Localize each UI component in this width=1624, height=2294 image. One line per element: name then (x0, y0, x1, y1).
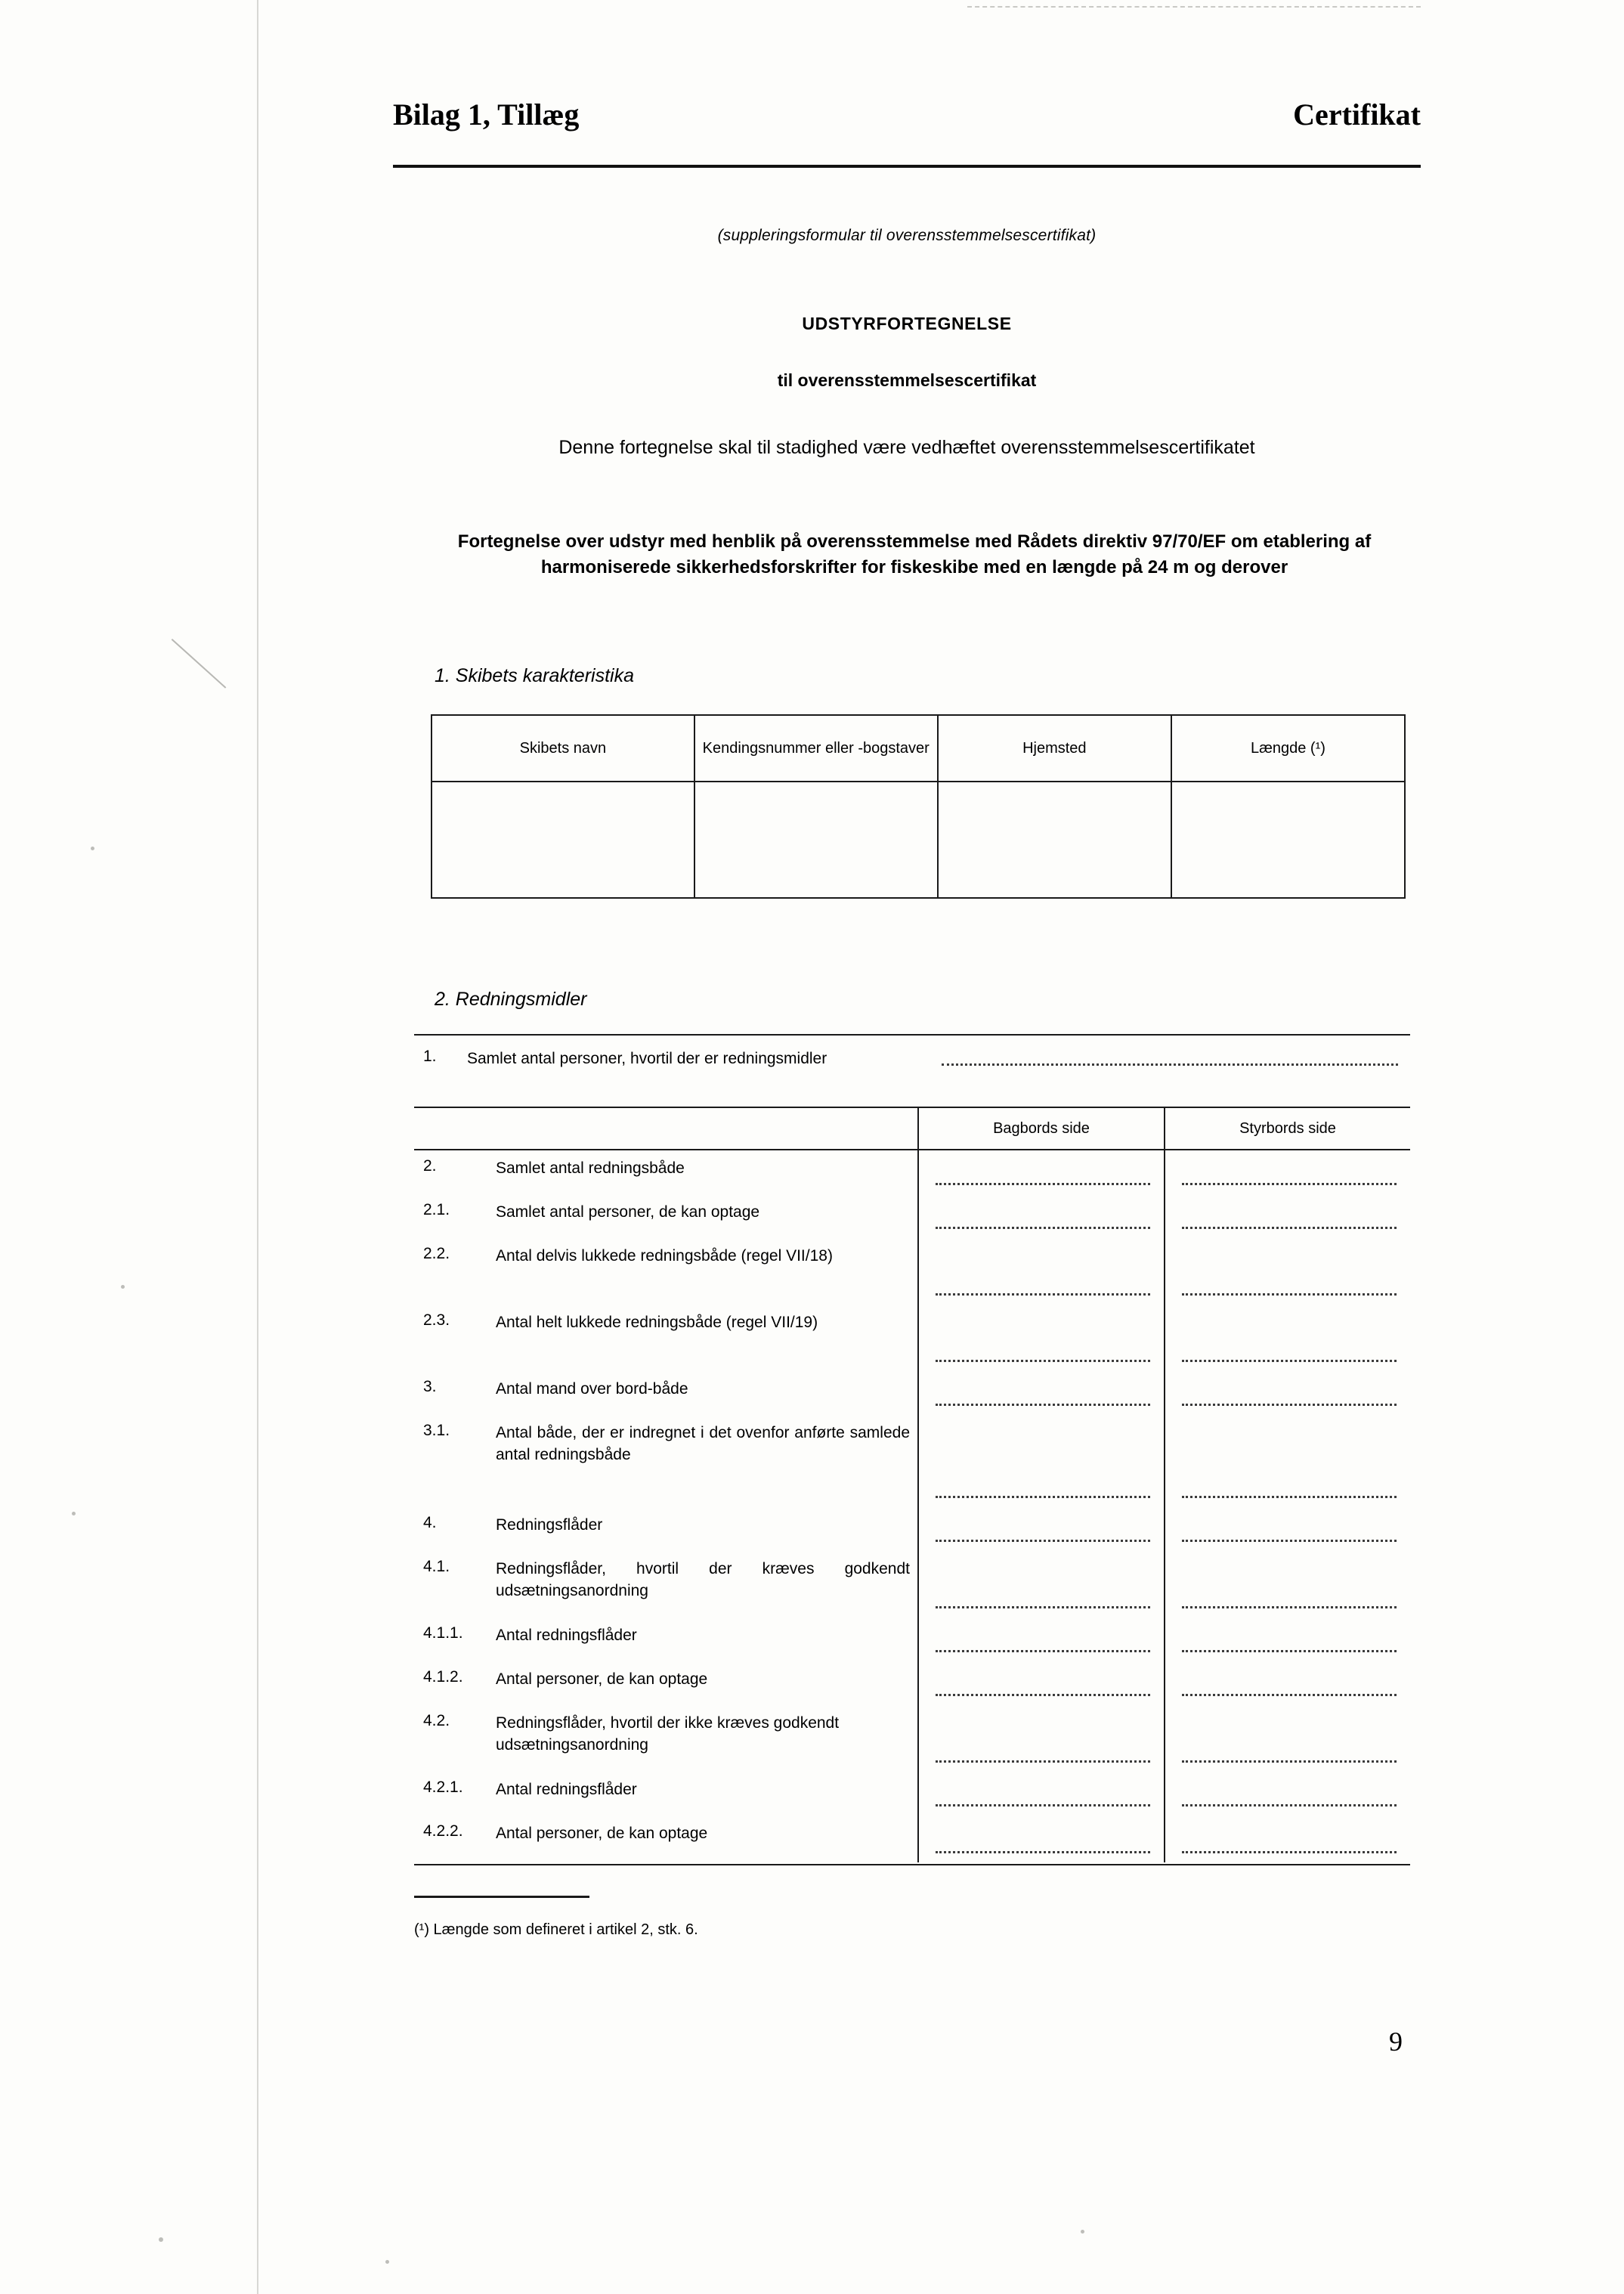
cell-skibets-navn[interactable] (432, 782, 694, 898)
table-header-row (432, 715, 1405, 782)
table-row (414, 1238, 1410, 1305)
row-label: Antal mand over bord-både (496, 1380, 688, 1398)
col-laengde: Længde (¹) (1171, 715, 1405, 782)
row-label: Samlet antal redningsbåde (496, 1159, 685, 1177)
value-styrbords[interactable] (1164, 1415, 1410, 1507)
section-2-title: 2. Redningsmidler (435, 989, 587, 1010)
row-label: Antal redningsflåder (496, 1627, 637, 1644)
row-number: 2. (423, 1157, 437, 1175)
row-number: 2.2. (423, 1245, 450, 1262)
table-row (414, 1305, 1410, 1371)
col-skibets-navn: Skibets navn (432, 715, 694, 782)
table-row (414, 1507, 1410, 1551)
value-bagbords[interactable] (917, 1238, 1164, 1305)
value-styrbords[interactable] (1164, 1305, 1410, 1371)
header-right-title: Certifikat (1293, 98, 1421, 132)
row-value-field[interactable] (942, 1048, 1410, 1069)
value-styrbords[interactable] (1164, 1772, 1410, 1816)
col-kendingsnummer: Kendingsnummer eller -bogstaver (694, 715, 938, 782)
cell-kendingsnummer[interactable] (694, 782, 938, 898)
value-bagbords[interactable] (917, 1618, 1164, 1661)
scan-speck (1081, 2230, 1084, 2234)
value-bagbords[interactable] (917, 1772, 1164, 1816)
row-number: 4.1.1. (423, 1624, 463, 1642)
row-label: Redningsflåder, hvortil der ikke kræves godkendt udsætningsanordning (496, 1714, 840, 1754)
scope-heading: Fortegnelse over udstyr med henblik på overensstemmelse med Rådets direktiv 97/70/EF om etablering af harmoniserede sikkerhedsforskrifter for fiskeskibe med en længde på 24 m og derover (457, 531, 1372, 578)
row-number: 3.1. (423, 1422, 450, 1439)
scan-speck (72, 1512, 76, 1515)
col-bagbords-side: Bagbords side (917, 1108, 1164, 1149)
row-label: Antal redningsflåder (496, 1781, 637, 1798)
value-styrbords[interactable] (1164, 1238, 1410, 1305)
value-styrbords[interactable] (1164, 1551, 1410, 1618)
row-number: 4. (423, 1514, 437, 1531)
value-bagbords[interactable] (917, 1371, 1164, 1415)
table-row (414, 1194, 1410, 1238)
row-label: Antal personer, de kan optage (496, 1825, 708, 1842)
scan-speck (385, 2260, 389, 2264)
value-styrbords[interactable] (1164, 1661, 1410, 1705)
row-label: Antal delvis lukkede redningsbåde (regel VII/18) (496, 1247, 833, 1265)
table-row (414, 1618, 1410, 1661)
document-title: UDSTYRFORTEGNELSE (802, 314, 1012, 333)
row-number: 4.2. (423, 1712, 450, 1729)
ship-characteristics-table (431, 714, 1406, 899)
header-divider (393, 165, 1421, 168)
value-bagbords[interactable] (917, 1194, 1164, 1238)
value-styrbords[interactable] (1164, 1371, 1410, 1415)
value-styrbords[interactable] (1164, 1618, 1410, 1661)
row-number: 4.1. (423, 1558, 450, 1575)
row-number: 4.2.2. (423, 1822, 463, 1840)
value-styrbords[interactable] (1164, 1507, 1410, 1551)
section-1-title: 1. Skibets karakteristika (435, 665, 634, 686)
footnote-rule (414, 1896, 589, 1898)
row-label: Redningsflåder, hvortil der kræves godkendt udsætningsanordning (496, 1560, 910, 1600)
table-row (414, 1150, 1410, 1194)
scan-slash-artifact (172, 639, 225, 690)
table-row (414, 1705, 1410, 1772)
scan-speck (121, 1285, 125, 1289)
scan-speck (91, 847, 94, 850)
value-styrbords[interactable] (1164, 1150, 1410, 1194)
table-row (414, 1772, 1410, 1816)
row-label: Antal både, der er indregnet i det ovenfor anførte samlede antal redningsbåde (496, 1424, 910, 1464)
table-row (432, 782, 1405, 898)
table-row-first (414, 1037, 1410, 1107)
value-bagbords[interactable] (917, 1507, 1164, 1551)
col-styrbords-side: Styrbords side (1164, 1108, 1410, 1149)
row-label: Antal helt lukkede redningsbåde (regel VII/19) (496, 1314, 818, 1331)
cell-hjemsted[interactable] (938, 782, 1171, 898)
row-number: 3. (423, 1378, 437, 1395)
table-header-row (414, 1107, 1410, 1150)
footnote-text: (¹) Længde som defineret i artikel 2, stk. 6. (414, 1921, 698, 1938)
attachment-note: Denne fortegnelse skal til stadighed være vedhæftet overensstemmelsescertifikatet (558, 437, 1255, 458)
row-number: 1. (423, 1048, 437, 1065)
value-bagbords[interactable] (917, 1551, 1164, 1618)
table-row (414, 1551, 1410, 1618)
page-header (393, 97, 1421, 132)
page-margin-rule (257, 0, 258, 2294)
row-label: Redningsflåder (496, 1516, 603, 1534)
value-bagbords[interactable] (917, 1705, 1164, 1772)
parenthetical-note: (suppleringsformular til overensstemmelsescertifikat) (717, 227, 1097, 244)
cell-laengde[interactable] (1171, 782, 1405, 898)
table-row (414, 1816, 1410, 1862)
table-row (414, 1415, 1410, 1507)
row-label: Samlet antal personer, hvortil der er redningsmidler (467, 1050, 827, 1067)
row-number: 2.3. (423, 1311, 450, 1329)
scan-speck (159, 2237, 163, 2242)
row-label: Samlet antal personer, de kan optage (496, 1203, 760, 1221)
row-label: Antal personer, de kan optage (496, 1670, 708, 1688)
row-number: 2.1. (423, 1201, 450, 1218)
value-bagbords[interactable] (917, 1661, 1164, 1705)
value-styrbords[interactable] (1164, 1194, 1410, 1238)
table-bottom-border (414, 1862, 1410, 1865)
value-styrbords[interactable] (1164, 1705, 1410, 1772)
header-left-title: Bilag 1, Tillæg (393, 98, 580, 132)
value-styrbords[interactable] (1164, 1816, 1410, 1862)
scan-dash-artifact (967, 6, 1421, 9)
table-row (414, 1371, 1410, 1415)
row-number: 4.2.1. (423, 1779, 463, 1796)
page-number: 9 (1389, 2026, 1403, 2057)
value-bagbords[interactable] (917, 1305, 1164, 1371)
row-number: 4.1.2. (423, 1668, 463, 1686)
value-bagbords[interactable] (917, 1415, 1164, 1507)
col-hjemsted: Hjemsted (938, 715, 1171, 782)
table-row (414, 1661, 1410, 1705)
value-bagbords[interactable] (917, 1150, 1164, 1194)
document-subtitle: til overensstemmelsescertifikat (777, 370, 1037, 390)
value-bagbords[interactable] (917, 1816, 1164, 1862)
life-saving-appliances-table (414, 1034, 1410, 1865)
